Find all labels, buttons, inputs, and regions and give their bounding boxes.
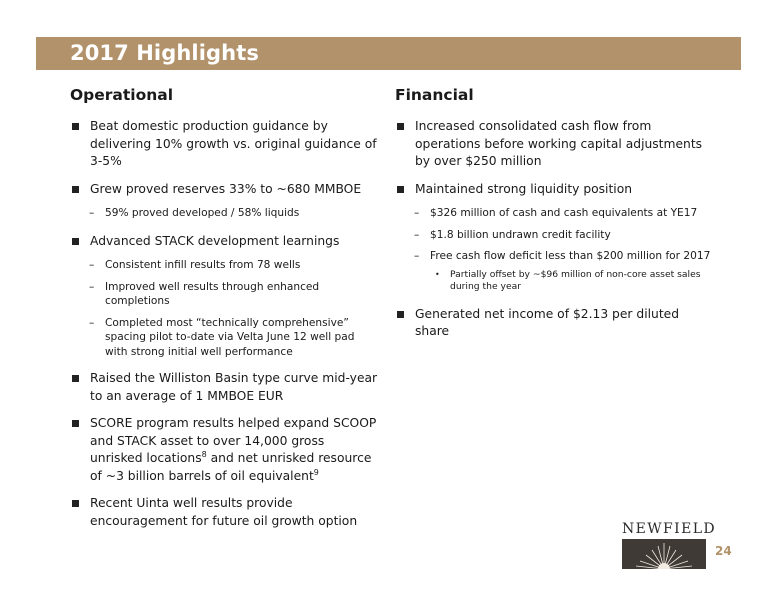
dash-marker: – bbox=[89, 259, 95, 271]
logo-wordmark: NEWFIELD bbox=[622, 521, 717, 537]
dash-marker: – bbox=[89, 207, 95, 219]
sub-list-item bbox=[395, 206, 715, 221]
page-number: 24 bbox=[715, 544, 732, 558]
sub-bullet-text: Consistent infill results from 78 wells bbox=[105, 259, 301, 271]
sub-bullet-text: Improved well results through enhanced completions bbox=[105, 280, 320, 307]
sub-list-item bbox=[395, 249, 715, 264]
operational-heading: Operational bbox=[70, 86, 174, 104]
footnote-ref: 9 bbox=[313, 467, 319, 477]
bullet-text: Recent Uinta well results provide encouragement for future oil growth option bbox=[90, 496, 358, 528]
square-bullet-icon bbox=[72, 420, 79, 427]
dash-marker: – bbox=[414, 228, 420, 241]
dot-marker: • bbox=[435, 269, 440, 279]
sub-bullet-text: 59% proved developed / 58% liquids bbox=[105, 207, 300, 219]
bullet-text: Generated net income of $2.13 per diluted share bbox=[415, 306, 680, 338]
bullet-text: Raised the Williston Basin type curve mid-year to an average of 1 MMBOE EUR bbox=[90, 371, 378, 403]
list-item bbox=[70, 233, 380, 251]
bullet-text: Advanced STACK development learnings bbox=[90, 233, 340, 248]
sub-bullet-text: $1.8 billion undrawn credit facility bbox=[430, 228, 611, 241]
dash-marker: – bbox=[414, 250, 420, 262]
bullet-text: Beat domestic production guidance by delivering 10% growth vs. original guidance of 3-5% bbox=[90, 119, 377, 168]
bullet-text-cont: and net unrisked resource of ~3 billion barrels of oil equivalent bbox=[90, 451, 372, 483]
list-item bbox=[395, 181, 715, 199]
bullet-text: Grew proved reserves 33% to ~680 MMBOE bbox=[90, 181, 362, 196]
list-item bbox=[395, 306, 715, 341]
square-bullet-icon bbox=[72, 375, 79, 382]
sub-bullet-text: Free cash flow deficit less than $200 million for 2017 bbox=[430, 250, 711, 262]
list-item bbox=[70, 181, 380, 199]
list-item bbox=[70, 415, 380, 485]
sub-bullet-text: $326 million of cash and cash equivalents at YE17 bbox=[430, 207, 698, 219]
title-bar bbox=[36, 37, 741, 70]
list-item bbox=[70, 495, 380, 530]
list-item bbox=[70, 118, 380, 171]
financial-column bbox=[395, 86, 715, 341]
sub-list-item bbox=[395, 228, 715, 243]
company-logo bbox=[622, 521, 717, 569]
bullet-text: Increased consolidated cash flow from operations before working capital adjustments by over $250 million bbox=[415, 119, 703, 168]
square-bullet-icon bbox=[72, 500, 79, 507]
square-bullet-icon bbox=[72, 186, 79, 193]
sub-list-item bbox=[70, 280, 380, 309]
sub-sub-list-item bbox=[395, 269, 715, 294]
list-item bbox=[70, 370, 380, 405]
financial-heading: Financial bbox=[395, 86, 474, 104]
sub-list-item bbox=[70, 316, 380, 360]
bullet-text: SCORE program results helped expand SCOOP and STACK asset to over 14,000 gross unrisked locations bbox=[90, 416, 377, 465]
list-item bbox=[395, 118, 715, 171]
sub-bullet-text: Completed most “technically comprehensive” spacing pilot to-date via Velta June 12 well pad with strong initial well performance bbox=[105, 316, 355, 358]
sub-sub-bullet-text: Partially offset by ~$96 million of non-core asset sales during the year bbox=[450, 268, 701, 292]
dash-marker: – bbox=[414, 207, 420, 219]
dash-marker: – bbox=[89, 316, 95, 329]
bullet-text: Maintained strong liquidity position bbox=[415, 181, 633, 196]
footnote-ref: 8 bbox=[201, 449, 207, 459]
square-bullet-icon bbox=[72, 238, 79, 245]
logo-plate bbox=[622, 539, 706, 569]
square-bullet-icon bbox=[397, 186, 404, 193]
square-bullet-icon bbox=[72, 123, 79, 130]
sub-list-item bbox=[70, 258, 380, 273]
dash-marker: – bbox=[89, 280, 95, 293]
slide-title: 2017 Highlights bbox=[70, 41, 259, 65]
square-bullet-icon bbox=[397, 311, 404, 318]
sub-list-item bbox=[70, 206, 380, 221]
operational-column bbox=[70, 86, 380, 530]
sunburst-icon bbox=[622, 539, 706, 569]
square-bullet-icon bbox=[397, 123, 404, 130]
